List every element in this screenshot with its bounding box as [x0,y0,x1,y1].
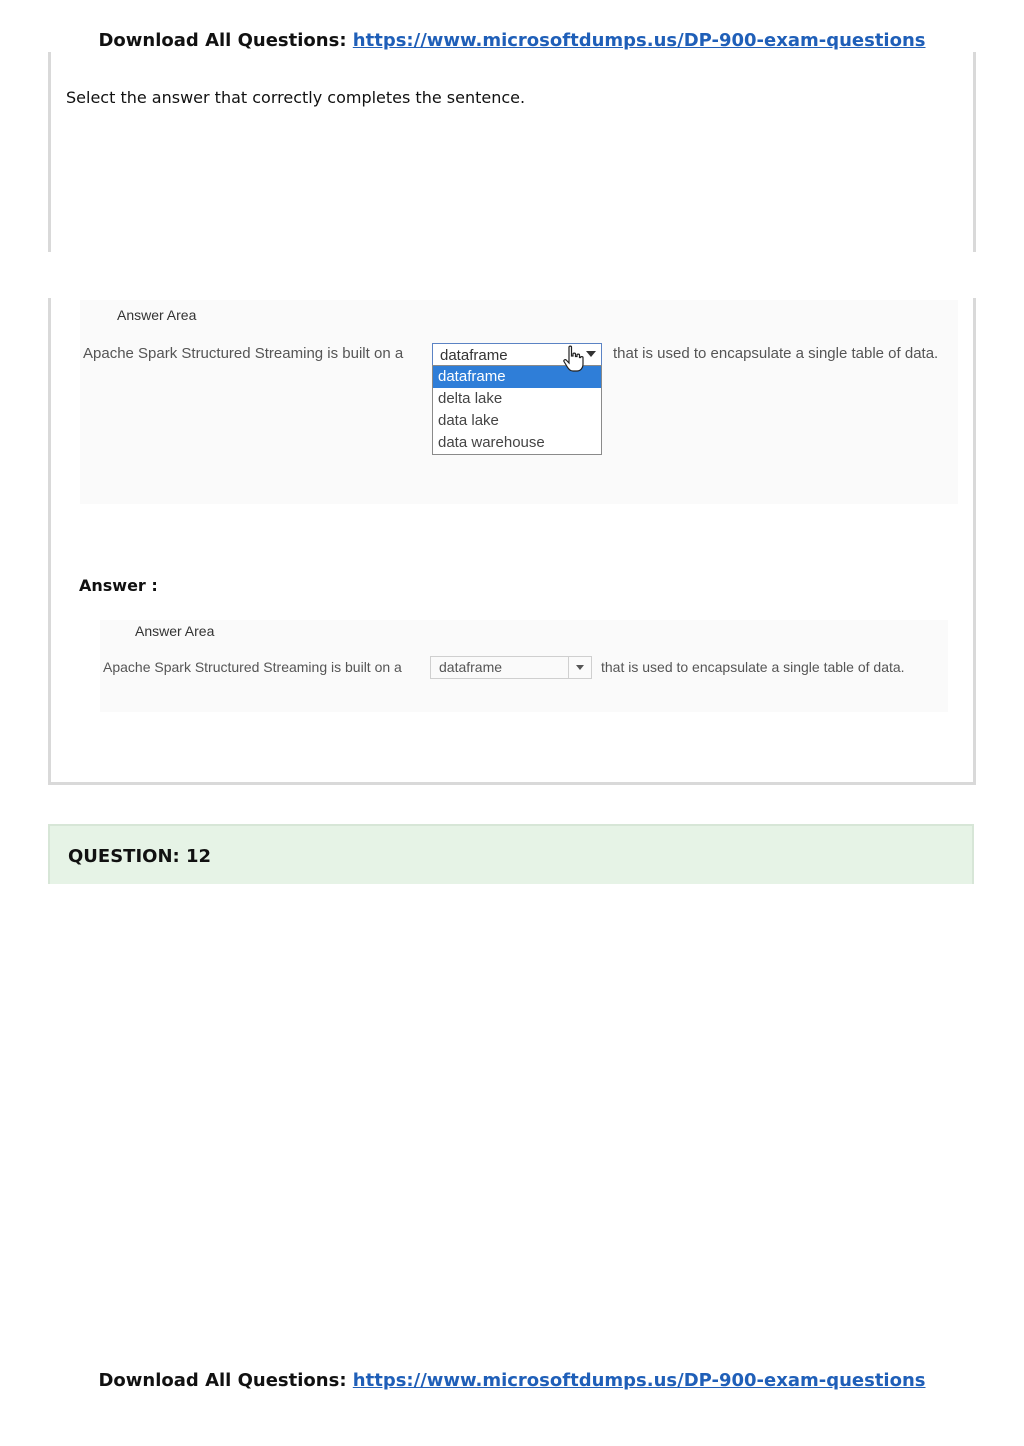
answer-dropdown-solution[interactable] [430,656,592,679]
answer-area-title: Answer Area [135,623,215,639]
answer-label: Answer : [79,576,158,595]
sentence-after: that is used to encapsulate a single table of data. [613,345,939,362]
question-header-box [48,824,974,884]
sentence-after: that is used to encapsulate a single table of data. [601,659,905,675]
dropdown-option[interactable]: delta lake [438,390,503,407]
header-label: Download All Questions: [98,30,347,51]
dropdown-options-list [432,365,602,455]
question-prompt: Select the answer that correctly completes the sentence. [66,88,526,107]
page-footer [0,1370,1024,1391]
sentence-before: Apache Spark Structured Streaming is built on a [103,659,402,675]
dropdown-value: dataframe [439,659,503,675]
question-title: QUESTION: 12 [68,846,212,867]
chevron-down-icon[interactable] [576,665,584,670]
dropdown-option[interactable]: data lake [438,412,499,429]
dropdown-divider [568,657,569,678]
question-panel [48,52,976,252]
footer-label: Download All Questions: [98,1370,347,1391]
sentence-before: Apache Spark Structured Streaming is built on a [83,345,404,362]
dropdown-option[interactable]: dataframe [433,366,601,388]
page-header [0,30,1024,51]
hand-cursor-icon [562,345,584,373]
answer-area-title: Answer Area [117,307,197,323]
header-download-link[interactable]: https://www.microsoftdumps.us/DP-900-exam-questions [352,30,926,51]
dropdown-value: dataframe [440,347,508,364]
chevron-down-icon[interactable] [586,351,596,357]
dropdown-option[interactable]: data warehouse [438,434,545,451]
footer-download-link[interactable]: https://www.microsoftdumps.us/DP-900-exam-questions [352,1370,926,1391]
